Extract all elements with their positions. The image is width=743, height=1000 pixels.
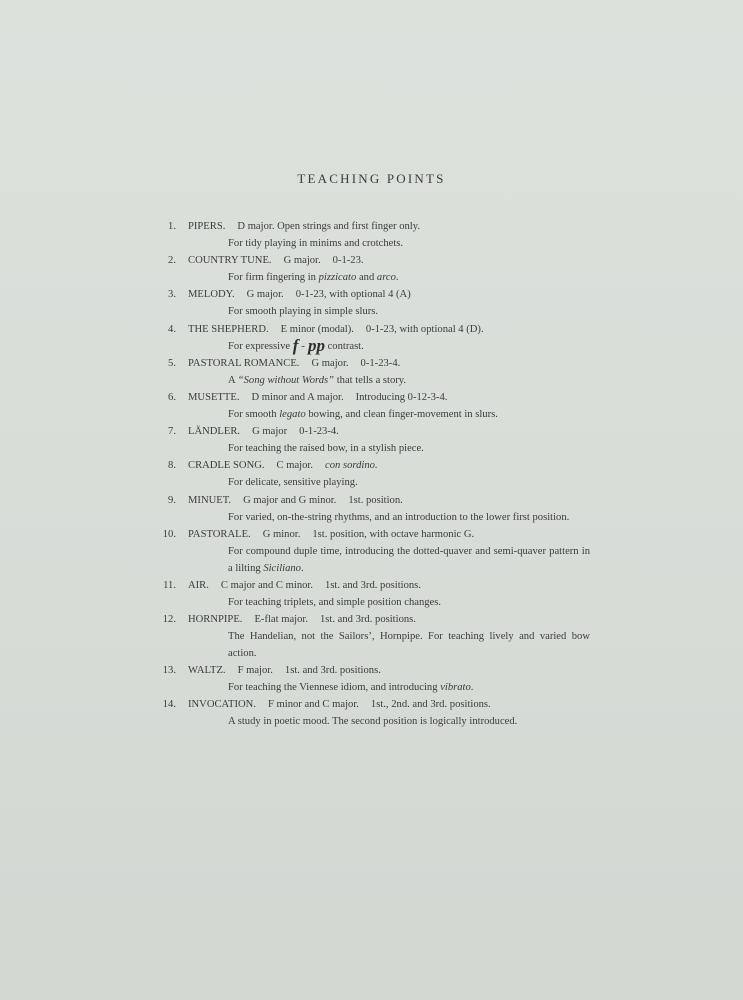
item-number: 4. bbox=[168, 323, 176, 335]
item-number: 6. bbox=[168, 391, 176, 403]
piece-description: For smooth playing in simple slurs. bbox=[228, 306, 379, 318]
item-number: 7. bbox=[168, 426, 176, 438]
item-number: 3. bbox=[168, 289, 176, 301]
piece-key: F minor and C major. bbox=[267, 699, 359, 711]
piece-key: D major. Open strings and first finger only. bbox=[237, 221, 421, 232]
piece-name: THE SHEPHERD. bbox=[188, 323, 269, 335]
piece-key: G major. bbox=[246, 289, 284, 301]
piece-name: MINUET. bbox=[188, 494, 232, 506]
piece-key: C major. bbox=[276, 460, 314, 472]
piece-key: D minor and A major. bbox=[251, 391, 344, 403]
piece-technique: con sordino. bbox=[325, 460, 378, 472]
list-item bbox=[150, 457, 590, 491]
item-number: 2. bbox=[168, 255, 176, 267]
piece-key: G major. bbox=[311, 357, 349, 369]
list-item bbox=[150, 492, 590, 526]
list-item bbox=[150, 252, 590, 286]
piece-name: MUSETTE. bbox=[188, 391, 240, 403]
piece-position: 1st. and 3rd. positions. bbox=[325, 579, 421, 591]
piece-description: For firm fingering in pizzicato and arco. bbox=[228, 272, 399, 284]
item-number: 9. bbox=[168, 494, 176, 506]
piece-description: For teaching triplets, and simple position changes. bbox=[228, 596, 442, 608]
item-number: 8. bbox=[168, 460, 176, 472]
piece-description: A study in poetic mood. The second position is logically introduced. bbox=[228, 716, 518, 728]
piece-position: 1st. and 3rd. positions. bbox=[320, 614, 416, 626]
list-item bbox=[150, 321, 590, 355]
piece-fingering: 0-1-23. bbox=[332, 255, 364, 267]
list-item bbox=[150, 389, 590, 423]
piece-key: G minor. bbox=[262, 528, 301, 540]
list-item bbox=[150, 696, 590, 730]
piece-key: E minor (modal). bbox=[280, 323, 354, 335]
piece-position: 1st. position. bbox=[348, 494, 403, 506]
list-item bbox=[150, 218, 590, 252]
piece-description: A “Song without Words” that tells a story. bbox=[228, 374, 407, 386]
piece-description: For teaching the raised bow, in a stylish piece. bbox=[228, 443, 424, 455]
piece-position: 1st. and 3rd. positions. bbox=[284, 665, 381, 677]
piece-fingering: 0-1-23-4. bbox=[299, 426, 339, 438]
piece-key: G major and G minor. bbox=[243, 494, 337, 506]
piece-name: WALTZ. bbox=[188, 665, 226, 677]
item-number: 11. bbox=[163, 579, 176, 591]
item-number: 5. bbox=[168, 357, 176, 369]
item-number: 14. bbox=[162, 699, 176, 711]
piece-name: COUNTRY TUNE. bbox=[188, 255, 272, 267]
piece-description: For smooth legato bowing, and clean finger-movement in slurs. bbox=[228, 408, 498, 420]
piece-key: C major and C minor. bbox=[220, 579, 314, 591]
piece-name: CRADLE SONG. bbox=[188, 460, 265, 472]
piece-name: PASTORALE. bbox=[188, 528, 251, 540]
item-number: 10. bbox=[162, 528, 176, 540]
piece-key: E-flat major. bbox=[254, 614, 308, 626]
pianissimo-dynamic: pp bbox=[307, 335, 325, 355]
piece-name: MELODY. bbox=[188, 289, 235, 301]
list-item bbox=[150, 577, 590, 611]
list-item bbox=[150, 662, 590, 696]
piece-fingering: 0-1-23-4. bbox=[360, 357, 401, 369]
list-item bbox=[150, 286, 590, 320]
forte-dynamic: f bbox=[292, 335, 299, 355]
piece-fingering: Introducing 0-12-3-4. bbox=[355, 391, 448, 403]
piece-name: PIPERS. bbox=[188, 221, 226, 232]
piece-key: G major. bbox=[283, 255, 321, 267]
item-number: 12. bbox=[162, 614, 176, 626]
piece-position: 1st. position, with octave harmonic G. bbox=[312, 528, 475, 540]
piece-position: 1st., 2nd. and 3rd. positions. bbox=[370, 699, 491, 711]
item-number: 13. bbox=[162, 665, 176, 677]
list-item bbox=[150, 355, 590, 389]
teaching-points-list bbox=[150, 218, 590, 731]
piece-name: PASTORAL ROMANCE. bbox=[188, 357, 300, 369]
piece-fingering: 0-1-23, with optional 4 (A) bbox=[295, 289, 411, 301]
piece-name: HORNPIPE. bbox=[188, 614, 243, 626]
piece-key: G major bbox=[252, 426, 288, 438]
piece-key: F major. bbox=[237, 665, 273, 677]
piece-fingering: 0-1-23, with optional 4 (D). bbox=[365, 323, 484, 335]
piece-description: For delicate, sensitive playing. bbox=[228, 477, 358, 489]
piece-description: For varied, on-the-string rhythms, and an introduction to the lower first position. bbox=[228, 511, 570, 523]
piece-description: The Handelian, not the Sailors’, Hornpipe. For teaching lively and varied bow action. bbox=[228, 631, 590, 660]
list-item bbox=[150, 423, 590, 457]
piece-name: INVOCATION. bbox=[188, 699, 256, 711]
piece-description: For compound duple time, introducing the dotted-quaver and semi-quaver pattern in a lilting Siciliano. bbox=[228, 545, 590, 574]
piece-description: For tidy playing in minims and crotchets. bbox=[228, 238, 404, 249]
item-number: 1. bbox=[168, 221, 176, 232]
piece-description: For teaching the Viennese idiom, and introducing vibrato. bbox=[228, 682, 474, 694]
page-title: TEACHING POINTS bbox=[297, 171, 446, 186]
piece-description: For expressive f - pp contrast. bbox=[228, 335, 364, 355]
list-item bbox=[150, 611, 590, 662]
piece-name: LÄNDLER. bbox=[188, 426, 241, 438]
piece-name: AIR. bbox=[188, 579, 209, 591]
list-item bbox=[150, 526, 590, 577]
